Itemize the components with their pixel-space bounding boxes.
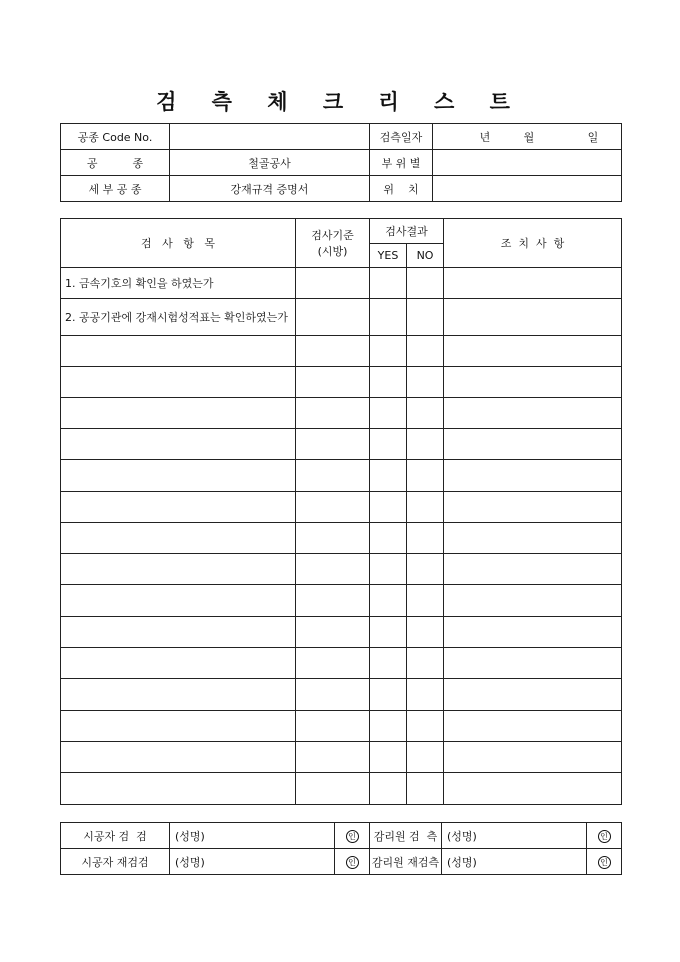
checklist-action-cell[interactable] — [444, 492, 622, 523]
detail-value[interactable]: 강재규격 증명서 — [170, 176, 370, 202]
checklist-action-cell[interactable] — [444, 648, 622, 679]
checklist-yes-cell[interactable] — [370, 742, 407, 773]
checklist-row — [61, 429, 622, 460]
seal-mark-icon: 인 — [598, 830, 611, 843]
checklist-item-text — [61, 492, 296, 523]
checklist-no-cell[interactable] — [407, 711, 444, 742]
checklist-no-cell[interactable] — [407, 585, 444, 617]
part-label: 부 위 별 — [370, 150, 433, 176]
checklist-no-cell[interactable] — [407, 742, 444, 773]
checklist-row — [61, 711, 622, 742]
signature-left-seal[interactable] — [335, 823, 370, 849]
checklist-row — [61, 523, 622, 554]
checklist-item-text — [61, 711, 296, 742]
signature-body — [61, 823, 622, 875]
checklist-action-cell[interactable] — [444, 585, 622, 617]
checklist-standard-cell[interactable] — [296, 336, 370, 367]
checklist-no-cell[interactable] — [407, 617, 444, 648]
checklist-action-cell[interactable] — [444, 679, 622, 711]
checklist-action-cell[interactable] — [444, 398, 622, 429]
checklist-yes-cell[interactable] — [370, 679, 407, 711]
checklist-no-cell[interactable] — [407, 367, 444, 398]
checklist-action-cell[interactable] — [444, 773, 622, 805]
date-value[interactable] — [433, 124, 622, 150]
col-no-header: NO — [407, 244, 444, 268]
checklist-standard-cell[interactable] — [296, 460, 370, 492]
checklist-no-cell[interactable] — [407, 398, 444, 429]
checklist-header-row — [61, 219, 622, 244]
checklist-yes-cell[interactable] — [370, 773, 407, 805]
date-month: 월 — [523, 130, 535, 144]
checklist-body — [61, 268, 622, 805]
checklist-row — [61, 268, 622, 299]
document-title: 검 측 체 크 리 스 트 — [156, 89, 524, 114]
info-row-detail — [61, 176, 622, 202]
signature-left-seal[interactable] — [335, 849, 370, 875]
checklist-yes-cell[interactable] — [370, 299, 407, 336]
checklist-yes-cell[interactable] — [370, 367, 407, 398]
col-result-header: 검사결과 — [370, 219, 444, 244]
checklist-no-cell[interactable] — [407, 460, 444, 492]
signature-row — [61, 823, 622, 849]
checklist-yes-cell[interactable] — [370, 648, 407, 679]
checklist-standard-cell[interactable] — [296, 617, 370, 648]
checklist-no-cell[interactable] — [407, 648, 444, 679]
detail-label: 세 부 공 종 — [61, 176, 170, 202]
checklist-item-text — [61, 429, 296, 460]
checklist-item-text — [61, 679, 296, 711]
checklist-no-cell[interactable] — [407, 554, 444, 585]
checklist-item-text — [61, 460, 296, 492]
signature-right-label: 감리원 검 측 — [370, 823, 442, 849]
seal-mark-icon: 인 — [598, 856, 611, 869]
seal-mark-icon: 인 — [346, 856, 359, 869]
info-table — [60, 123, 622, 202]
checklist-standard-cell[interactable] — [296, 773, 370, 805]
code-label: 공종 Code No. — [61, 124, 170, 150]
checklist-standard-cell[interactable] — [296, 429, 370, 460]
checklist-action-cell[interactable] — [444, 711, 622, 742]
work-type-value[interactable]: 철골공사 — [170, 150, 370, 176]
checklist-yes-cell[interactable] — [370, 554, 407, 585]
checklist-action-cell[interactable] — [444, 429, 622, 460]
signature-right-name[interactable]: (성명) — [442, 823, 587, 849]
checklist-action-cell[interactable] — [444, 617, 622, 648]
checklist-row — [61, 679, 622, 711]
checklist-item-text — [61, 773, 296, 805]
checklist-item-text — [61, 617, 296, 648]
checklist-action-cell[interactable] — [444, 299, 622, 336]
location-label: 위 치 — [370, 176, 433, 202]
col-standard-line2: (시방) — [317, 245, 348, 258]
checklist-item-text — [61, 336, 296, 367]
date-day: 일 — [587, 130, 599, 144]
col-action-header: 조 치 사 항 — [444, 219, 622, 268]
part-value[interactable] — [433, 150, 622, 176]
checklist-yes-cell[interactable] — [370, 460, 407, 492]
date-label: 검측일자 — [370, 124, 433, 150]
checklist-yes-cell[interactable] — [370, 268, 407, 299]
signature-left-name[interactable]: (성명) — [170, 823, 335, 849]
signature-right-name[interactable]: (성명) — [442, 849, 587, 875]
info-row-work-type — [61, 150, 622, 176]
checklist-standard-cell[interactable] — [296, 299, 370, 336]
work-type-label: 공 종 — [61, 150, 170, 176]
checklist-row — [61, 773, 622, 805]
checklist-no-cell[interactable] — [407, 492, 444, 523]
checklist-action-cell[interactable] — [444, 460, 622, 492]
checklist-item-text — [61, 554, 296, 585]
signature-left-label: 시공자 검 검 — [61, 823, 170, 849]
signature-right-seal[interactable] — [587, 823, 622, 849]
checklist-row — [61, 742, 622, 773]
checklist-no-cell[interactable] — [407, 773, 444, 805]
checklist-yes-cell[interactable] — [370, 585, 407, 617]
checklist-standard-cell[interactable] — [296, 711, 370, 742]
checklist-standard-cell[interactable] — [296, 648, 370, 679]
checklist-action-cell[interactable] — [444, 554, 622, 585]
checklist-row — [61, 585, 622, 617]
signature-left-name[interactable]: (성명) — [170, 849, 335, 875]
checklist-no-cell[interactable] — [407, 336, 444, 367]
checklist-action-cell[interactable] — [444, 523, 622, 554]
checklist-item-text — [61, 367, 296, 398]
signature-right-label: 감리원 재검측 — [370, 849, 442, 875]
signature-left-label: 시공자 재검검 — [61, 849, 170, 875]
checklist-item-text — [61, 585, 296, 617]
checklist-standard-cell[interactable] — [296, 268, 370, 299]
checklist-no-cell[interactable] — [407, 679, 444, 711]
checklist-row — [61, 554, 622, 585]
checklist-item-text — [61, 742, 296, 773]
checklist-standard-cell[interactable] — [296, 585, 370, 617]
checklist-item-text — [61, 398, 296, 429]
checklist-no-cell[interactable] — [407, 299, 444, 336]
checklist-yes-cell[interactable] — [370, 523, 407, 554]
signature-table — [60, 822, 622, 875]
checklist-action-cell[interactable] — [444, 742, 622, 773]
col-item-header: 검 사 항 목 — [61, 219, 296, 268]
code-value[interactable] — [170, 124, 370, 150]
checklist-standard-cell[interactable] — [296, 554, 370, 585]
location-value[interactable] — [433, 176, 622, 202]
checklist-row — [61, 367, 622, 398]
checklist-no-cell[interactable] — [407, 523, 444, 554]
checklist-yes-cell[interactable] — [370, 617, 407, 648]
checklist-action-cell[interactable] — [444, 268, 622, 299]
checklist-yes-cell[interactable] — [370, 336, 407, 367]
checklist-item-text — [61, 648, 296, 679]
checklist-item-text: 1. 금속기호의 확인을 하였는가 — [61, 268, 296, 299]
checklist-row — [61, 460, 622, 492]
checklist-row — [61, 492, 622, 523]
checklist-action-cell[interactable] — [444, 336, 622, 367]
checklist-yes-cell[interactable] — [370, 711, 407, 742]
checklist-row — [61, 617, 622, 648]
checklist-standard-cell[interactable] — [296, 679, 370, 711]
checklist-action-cell[interactable] — [444, 367, 622, 398]
checklist-standard-cell[interactable] — [296, 367, 370, 398]
checklist-standard-cell[interactable] — [296, 523, 370, 554]
col-standard-line1: 검사기준 — [311, 229, 354, 242]
seal-mark-icon: 인 — [346, 830, 359, 843]
checklist-item-text: 2. 공공기관에 강재시험성적표는 확인하였는가 — [61, 299, 296, 336]
checklist-no-cell[interactable] — [407, 268, 444, 299]
checklist-standard-cell[interactable] — [296, 742, 370, 773]
checklist-yes-cell[interactable] — [370, 429, 407, 460]
checklist-standard-cell[interactable] — [296, 492, 370, 523]
col-yes-header: YES — [370, 244, 407, 268]
checklist-row — [61, 336, 622, 367]
checklist-row — [61, 299, 622, 336]
checklist-no-cell[interactable] — [407, 429, 444, 460]
checklist-row — [61, 398, 622, 429]
date-year: 년 — [479, 130, 491, 144]
checklist-yes-cell[interactable] — [370, 398, 407, 429]
info-row-code — [61, 124, 622, 150]
checklist-item-text — [61, 523, 296, 554]
checklist-table — [60, 218, 622, 805]
signature-right-seal[interactable] — [587, 849, 622, 875]
checklist-row — [61, 648, 622, 679]
signature-row — [61, 849, 622, 875]
checklist-standard-cell[interactable] — [296, 398, 370, 429]
checklist-yes-cell[interactable] — [370, 492, 407, 523]
col-standard-header — [296, 219, 370, 268]
